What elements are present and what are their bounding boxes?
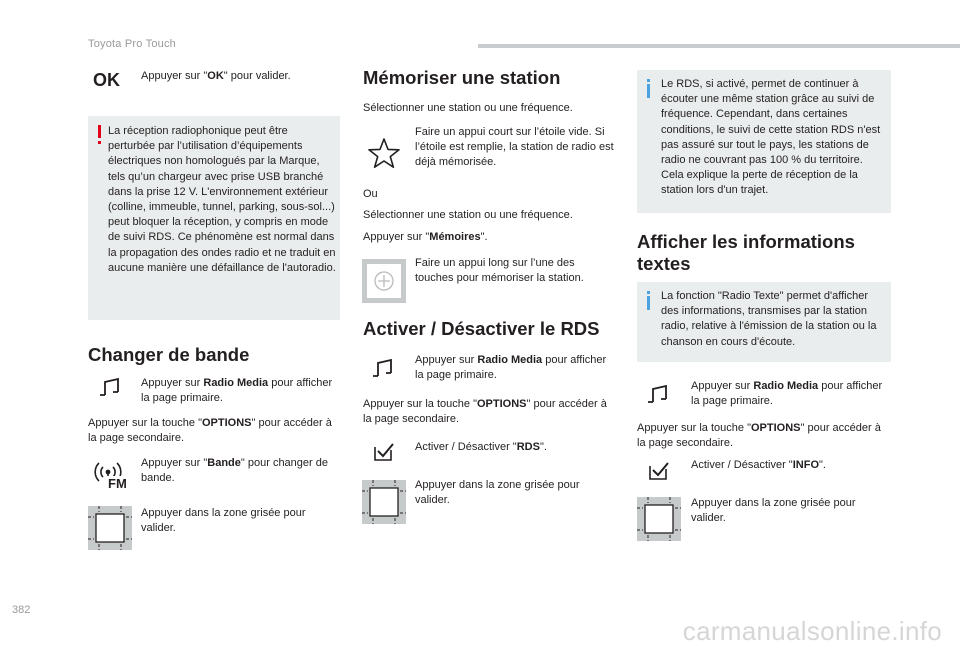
star-instruction: Faire un appui court sur l’étoile vide. Si l’étoile est remplie, la station de radio est déjà mémorisée. [415,126,614,169]
music-note-icon [98,376,122,400]
infos-step3: Activer / Désactiver "INFO". [691,459,826,471]
warning-icon [98,125,101,145]
grey-zone-icon [88,506,132,550]
checkbox-icon [373,442,395,462]
changer-step2: Appuyer sur la touche "OPTIONS" pour accéder à la page secondaire. [88,417,332,445]
rds-step3: Activer / Désactiver "RDS". [415,441,547,453]
infos-step4: Appuyer dans la zone grisée pour valider. [691,497,856,525]
heading-rds: Activer / Désactiver le RDS [363,318,600,339]
changer-step4: Appuyer dans la zone grisée pour valider. [141,507,306,535]
warning-note [88,116,340,320]
memoriser-p1: Sélectionner une station ou une fréquence. [363,102,573,114]
infos-step1: Appuyer sur Radio Media pour afficher la page primaire. [691,380,883,408]
heading-changer-de-bande: Changer de bande [88,344,250,365]
ok-icon: OK [93,70,120,90]
fm-label: FM [108,476,127,491]
infos-step2: Appuyer sur la touche "OPTIONS" pour accéder à la page secondaire. [637,422,881,450]
rds-step4: Appuyer dans la zone grisée pour valider. [415,479,580,507]
info-icon [647,291,650,311]
grey-zone-icon [637,497,681,541]
heading-afficher-infos: Afficher les informations textes [637,231,855,274]
watermark: carmanualsonline.info [682,616,942,646]
page-number: 382 [12,604,31,616]
info-note-rds-text: Le RDS, si activé, permet de continuer à écouter une même station grâce au suivi de fréquence. Cependant, dans certaines conditions, le suivi de cette station RDS n'est pas assuré sur tout le pays, les stations de radio ne couvrant pas 100 % du territoire. Cela explique la perte de réception de la station lors d'un trajet. [661,78,881,197]
heading-memoriser: Mémoriser une station [363,67,561,88]
header-rule [478,44,960,48]
rds-step2: Appuyer sur la touche "OPTIONS" pour accéder à la page secondaire. [363,398,607,426]
checkbox-icon [648,461,670,481]
info-icon [647,79,650,99]
info-note-rds [637,70,891,213]
running-header: Toyota Pro Touch [88,38,176,50]
grey-zone-icon [362,480,406,524]
preset-plus-icon [362,259,406,303]
changer-step1: Appuyer sur Radio Media pour afficher la page primaire. [141,377,333,405]
info-note-radio-texte-text: La fonction "Radio Texte" permet d'afficher des informations, transmises par la station radio, relative à l'émission de la station ou la chanson en cours d'écoute. [661,290,877,348]
music-note-icon [646,383,670,407]
rds-step1: Appuyer sur Radio Media pour afficher la page primaire. [415,354,607,382]
memoriser-p3: Appuyer sur "Mémoires". [363,231,488,243]
changer-step3: Appuyer sur "Bande" pour changer de bande. [141,457,328,485]
music-note-icon [371,357,395,381]
radio-fm-icon [91,455,129,493]
memoriser-p2: Sélectionner une station ou une fréquence. [363,209,573,221]
warning-text: La réception radiophonique peut être perturbée par l’utilisation d’équipements électriques non homologués par la Marque, tels qu’un chargeur avec prise USB branché dans la prise 12 V. L'environnement extérieur (colline, immeuble, tunnel, parking, sous-sol...) peut bloquer la réception, y compris en mode de suivi RDS. Ce phénomène est normal dans la propagation des ondes radio et ne traduit en aucune manière une défaillance de l'autoradio. [108,125,336,274]
star-icon [367,137,401,169]
ou-text: Ou [363,188,378,200]
info-note-radio-texte [637,282,891,362]
ok-instruction: Appuyer sur "OK" pour valider. [141,70,291,82]
plus-instruction: Faire un appui long sur l’une des touches pour mémoriser la station. [415,257,584,285]
